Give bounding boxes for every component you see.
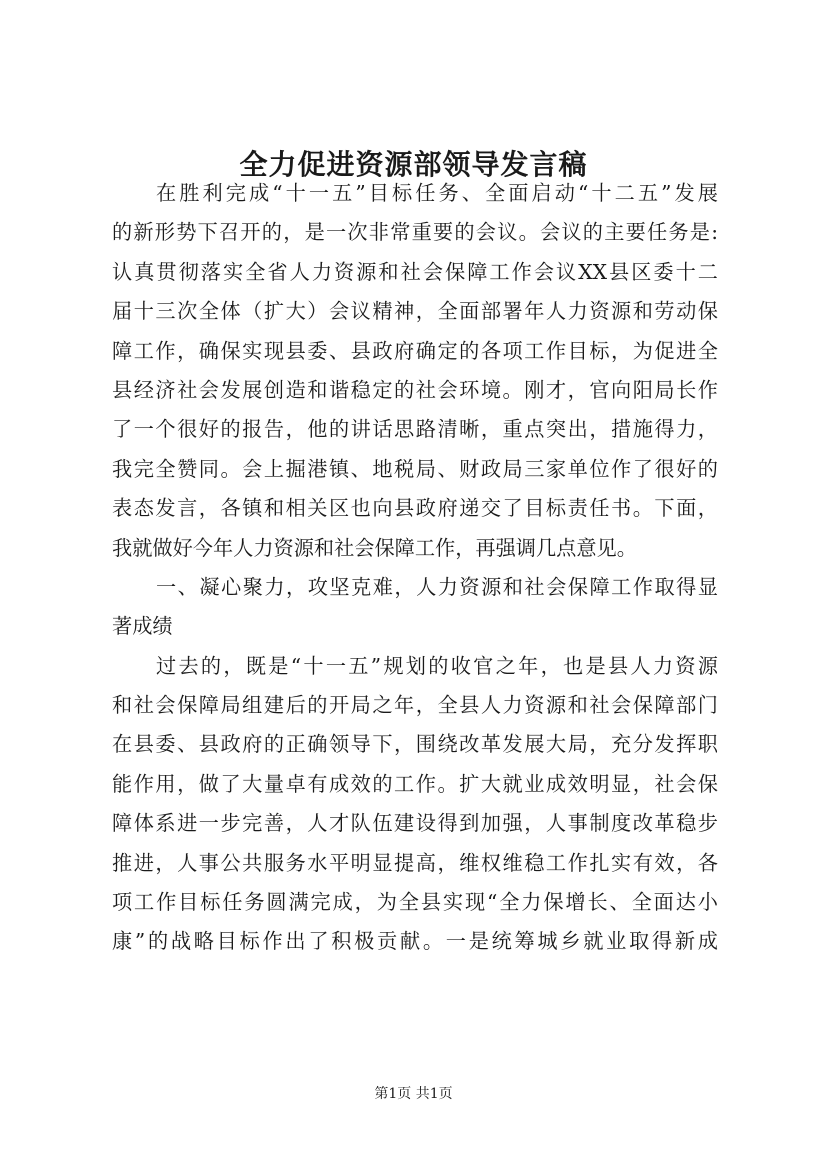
body-line: 县经济社会发展创造和谐稳定的社会环境。刚才，官向阳局长作 xyxy=(112,377,718,402)
body-line: 了一个很好的报告，他的讲话思路清晰，重点突出，措施得力， xyxy=(112,417,718,442)
body-line: 著成绩 xyxy=(112,614,173,639)
body-line: 我完全赞同。会上掘港镇、地税局、财政局三家单位作了很好的 xyxy=(112,456,718,481)
body-line: 障工作，确保实现县委、县政府确定的各项工作目标，为促进全 xyxy=(112,338,718,363)
body-line: 届十三次全体（扩大）会议精神，全面部署年人力资源和劳动保 xyxy=(112,299,718,324)
body-line: 在县委、县政府的正确领导下，围绕改革发展大局，充分发挥职 xyxy=(112,732,718,757)
document-title: 全力促进资源部领导发言稿 xyxy=(239,148,588,181)
body-line: 障体系进一步完善，人才队伍建设得到加强，人事制度改革稳步 xyxy=(112,811,718,836)
body-line: 认真贯彻落实全省人力资源和社会保障工作会议XX县区委十二 xyxy=(112,259,718,284)
document-body xyxy=(112,174,718,962)
body-line: 一、凝心聚力，攻坚克难，人力资源和社会保障工作取得显 xyxy=(156,574,718,599)
body-line: 和社会保障局组建后的开局之年，全县人力资源和社会保障部门 xyxy=(112,693,718,718)
body-line: 表态发言，各镇和相关区也向县政府递交了目标责任书。下面， xyxy=(112,496,718,521)
body-line: 康”的战略目标作出了积极贡献。一是统筹城乡就业取得新成 xyxy=(112,929,718,954)
page-footer: 第1页 共1页 xyxy=(374,1086,453,1102)
body-line: 过去的，既是“十一五”规划的收官之年，也是县人力资源 xyxy=(156,653,718,678)
body-line: 的新形势下召开的，是一次非常重要的会议。会议的主要任务是: xyxy=(112,220,718,245)
body-line: 我就做好今年人力资源和社会保障工作，再强调几点意见。 xyxy=(112,535,637,560)
body-line: 项工作目标任务圆满完成，为全县实现“全力保增长、全面达小 xyxy=(112,890,718,915)
body-line: 推进，人事公共服务水平明显提高，维权维稳工作扎实有效，各 xyxy=(112,850,718,875)
body-line: 在胜利完成“十一五”目标任务、全面启动“十二五”发展 xyxy=(156,181,718,205)
body-line: 能作用，做了大量卓有成效的工作。扩大就业成效明显，社会保 xyxy=(112,771,718,796)
